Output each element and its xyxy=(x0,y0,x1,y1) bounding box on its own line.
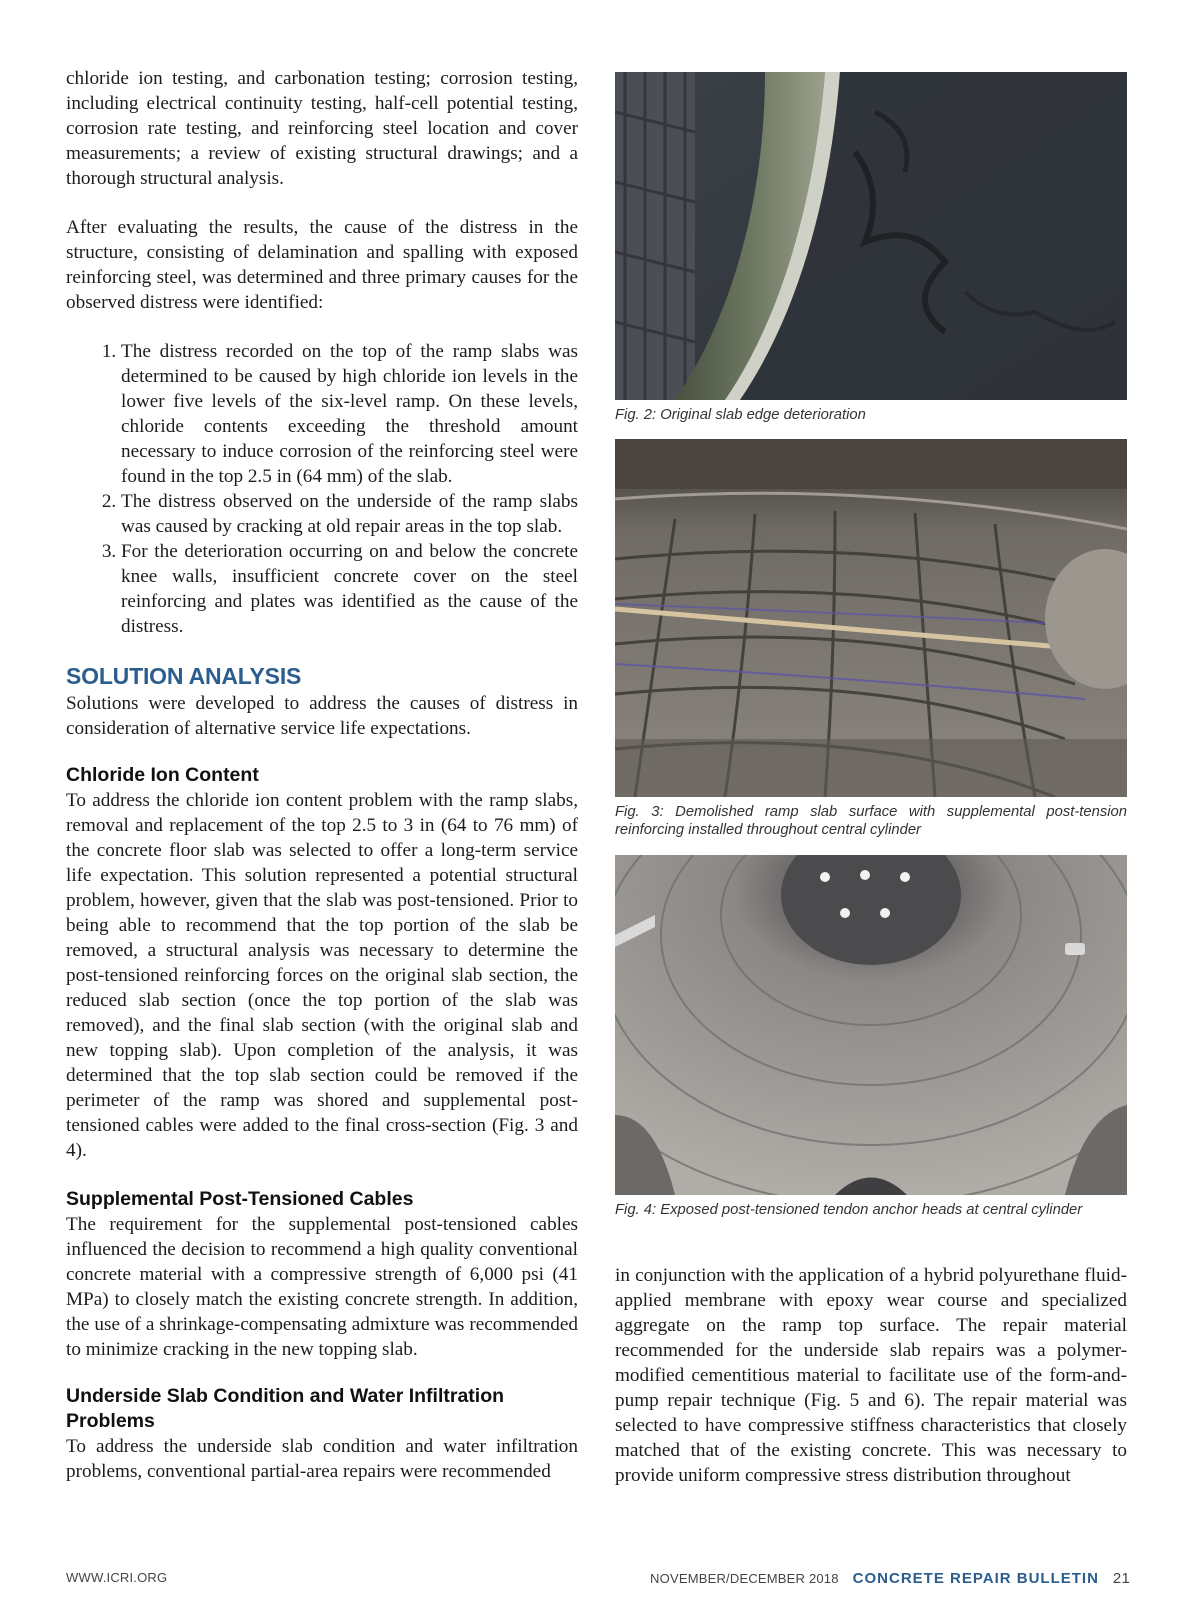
solution-analysis-heading: SOLUTION ANALYSIS xyxy=(66,663,302,689)
figure-4-caption: Fig. 4: Exposed post-tensioned tendon anchor heads at central cylinder xyxy=(615,1202,1083,1218)
figure-3-photo xyxy=(615,439,1127,797)
figure-2-photo xyxy=(615,72,1127,400)
page-number: 21 xyxy=(1112,1570,1130,1587)
figure-3-caption: Fig. 3: Demolished ramp slab surface with supplemental post-tension reinforcing installed throughout central cylinder xyxy=(615,804,1127,838)
footer-publication: CONCRETE REPAIR BULLETIN xyxy=(852,1570,1099,1587)
underside-heading: Underside Slab Condition and Water Infiltration Problems xyxy=(66,1385,505,1432)
figure-2-caption: Fig. 2: Original slab edge deterioration xyxy=(615,407,866,423)
continuation-paragraph: in conjunction with the application of a hybrid polyurethane fluid-applied membrane with epoxy wear course and specialized aggregate on the ramp top surface. The repair material recommended for the underside slab repairs was a polymer-modified cementitious material to facilitate use of the form-and-pump repair technique (Fig. 5 and 6). The repair material was selected to have compressive stiffness characteristics that closely matched that of the existing concrete. This was necessary to provide uniform compressive stress distribution throughout xyxy=(615,1265,1127,1486)
footer-issue: NOVEMBER/DECEMBER 2018 xyxy=(650,1571,839,1586)
underside-paragraph: To address the underside slab condition and water infiltration problems, conventional partial-area repairs were recommended xyxy=(66,1436,578,1482)
list-item: 3. For the deterioration occurring on and below the concrete knee walls, insufficient concrete cover on the steel reinforcing and plates was identified as the cause of the distress. xyxy=(121,539,578,639)
solution-paragraph: Solutions were developed to address the causes of distress in consideration of alternative service life expectations. xyxy=(66,693,578,739)
left-column xyxy=(66,66,578,1484)
cables-paragraph: The requirement for the supplemental post-tensioned cables influenced the decision to recommend a high quality conventional concrete material with a compressive strength of 6,000 psi (41 MPa) to closely match the existing concrete strength. In addition, the use of a shrinkage-compensating admixture was recommended to minimize cracking in the new topping slab. xyxy=(66,1214,578,1360)
slab-edge-photo-illustration xyxy=(615,72,1127,400)
chloride-heading: Chloride Ion Content xyxy=(66,764,259,786)
central-cylinder-photo-illustration xyxy=(615,855,1127,1195)
evaluation-paragraph: After evaluating the results, the cause of the distress in the structure, consisting of delamination and spalling with exposed reinforcing steel, was determined and three primary causes for the observed distress were identified: xyxy=(66,217,578,313)
footer-website: WWW.ICRI.ORG xyxy=(66,1570,168,1585)
figure-4-photo xyxy=(615,855,1127,1195)
intro-paragraph: chloride ion testing, and carbonation testing; corrosion testing, including electrical continuity testing, half-cell potential testing, corrosion rate testing, and reinforcing steel location and cover measurements; a review of existing structural drawings; and a thorough structural analysis. xyxy=(66,68,578,189)
chloride-paragraph: To address the chloride ion content problem with the ramp slabs, removal and replacement of the top 2.5 to 3 in (64 to 76 mm) of the concrete floor slab was selected to offer a long-term service life expectation. This solution represented a potential structural problem, however, given that the slab was post-tensioned. Prior to being able to recommend that the top portion of the slab be removed, a structural analysis was necessary to determine the post-tensioned reinforcing forces on the original slab section, the reduced slab section (once the top portion of the slab was removed), and the final slab section (with the original slab and new topping slab). Upon completion of the analysis, it was determined that the top slab section could be removed if the perimeter of the ramp was shored and supplemental post-tensioned cables were added to the final cross-section (Fig. 3 and 4). xyxy=(66,790,578,1161)
footer-right xyxy=(650,1570,1130,1587)
right-column xyxy=(615,72,1127,1488)
causes-list xyxy=(66,339,578,639)
cables-heading: Supplemental Post-Tensioned Cables xyxy=(66,1188,414,1210)
demolished-slab-photo-illustration xyxy=(615,439,1127,797)
list-item: 1. The distress recorded on the top of the ramp slabs was determined to be caused by high chloride ion levels in the lower five levels of the six-level ramp. On these levels, chloride contents exceeding the threshold amount necessary to induce corrosion of the reinforcing steel were found in the top 2.5 in (64 mm) of the slab. xyxy=(121,339,578,489)
list-item: 2. The distress observed on the underside of the ramp slabs was caused by cracking at old repair areas in the top slab. xyxy=(121,489,578,539)
